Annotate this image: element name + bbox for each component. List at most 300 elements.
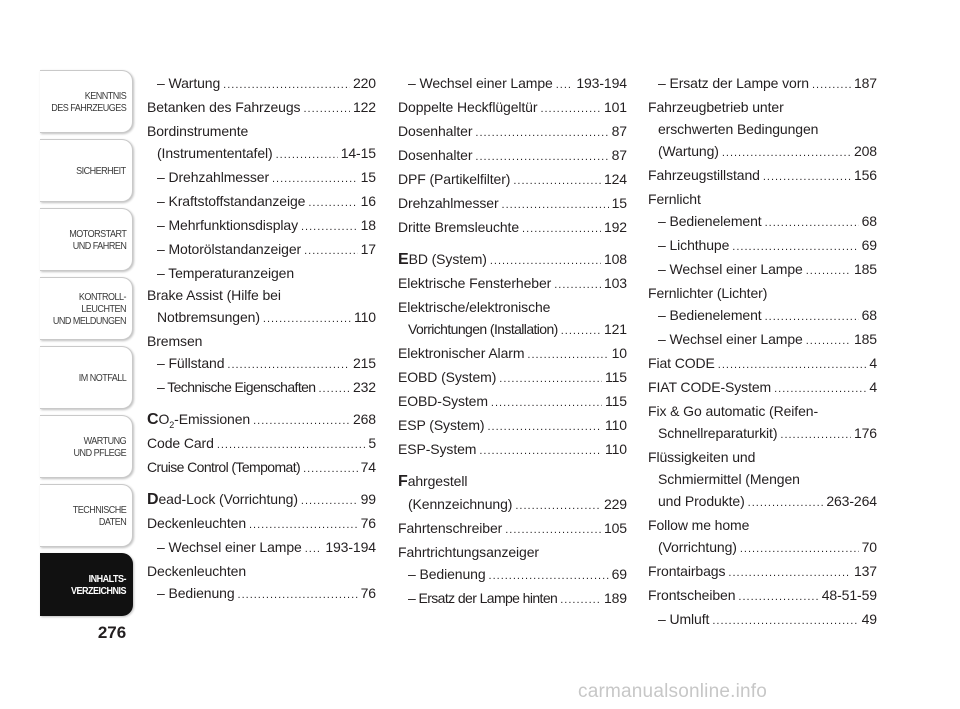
- leader-dots: [499, 368, 602, 390]
- index-entry-label: – Kraftstoffstandanzeige: [157, 193, 306, 209]
- section-tab-5[interactable]: [40, 346, 133, 409]
- index-entry: [147, 456, 376, 480]
- index-page-ref: 108: [603, 251, 627, 267]
- index-entry: [398, 470, 627, 493]
- index-entry: [398, 168, 627, 192]
- index-entry-label: – Wechsel einer Lampe: [408, 75, 553, 91]
- index-entry: [648, 164, 877, 188]
- index-entry-label: – Technische Eigenschaften: [157, 379, 316, 395]
- index-entry: [147, 214, 376, 238]
- leader-dots: [305, 538, 323, 560]
- index-entry-text: [398, 470, 627, 493]
- index-entry-label: Fernlicht: [648, 191, 701, 207]
- index-entry-text: [658, 210, 762, 232]
- index-entry: [648, 400, 877, 422]
- index-entry-text: [398, 248, 487, 271]
- leader-dots: [554, 274, 601, 296]
- index-entry: [648, 140, 877, 164]
- index-letter: C: [147, 411, 159, 428]
- index-entry-text: [157, 306, 260, 328]
- index-entry-text: [658, 118, 877, 140]
- index-entry-label: Drehzahlmesser: [398, 195, 499, 211]
- leader-dots: [712, 610, 858, 632]
- index-page-ref: 101: [603, 99, 627, 115]
- index-entry-text: [398, 216, 519, 238]
- index-page-ref: 70: [861, 539, 877, 555]
- index-entry-text: [398, 120, 472, 142]
- leader-dots: [765, 212, 859, 234]
- index-entry: [648, 72, 877, 96]
- index-entry-text: [157, 536, 302, 558]
- index-page-ref: 122: [352, 99, 376, 115]
- index-entry: [147, 560, 376, 582]
- index-entry-label: erschwerten Bedingungen: [658, 121, 819, 137]
- index-page-ref: 115: [604, 369, 627, 385]
- index-entry-text: [398, 414, 484, 436]
- leader-dots: [475, 146, 608, 168]
- index-entry-label: Code Card: [147, 435, 214, 451]
- index-entry-label: ahrgestell: [407, 473, 468, 489]
- index-page-ref: 76: [360, 585, 376, 601]
- index-entry-label: Flüssigkeiten und: [648, 449, 756, 465]
- index-entry-label: – Umluft: [658, 611, 710, 627]
- leader-dots: [489, 565, 609, 587]
- index-entry-text: [648, 96, 877, 118]
- index-page-ref: 68: [861, 307, 877, 323]
- index-entry-label: (Instrumententafel): [157, 145, 273, 161]
- index-entry-text: [147, 456, 300, 478]
- index-entry: [648, 118, 877, 140]
- index-entry-text: [398, 541, 627, 563]
- index-page-ref: 17: [360, 241, 376, 257]
- index-entry: [398, 248, 627, 272]
- index-entry-label: – Ersatz der Lampe vorn: [658, 75, 809, 91]
- index-entry-label: Bremsen: [147, 333, 203, 349]
- index-column-2: [398, 72, 627, 611]
- letter-gap: [398, 240, 627, 248]
- index-entry-label: Schmiermittel (Mengen: [658, 471, 800, 487]
- index-entry: [147, 352, 376, 376]
- index-entry-text: [658, 422, 777, 444]
- leader-dots: [223, 74, 350, 96]
- index-entry-label: Fernlichter (Lichter): [648, 285, 768, 301]
- leader-dots: [774, 378, 866, 400]
- leader-dots: [304, 240, 358, 262]
- index-page-ref: 10: [611, 345, 627, 361]
- index-entry: [147, 408, 376, 432]
- index-page-ref: 69: [861, 237, 877, 253]
- index-entry-label: (Wartung): [658, 143, 719, 159]
- index-page-ref: 68: [861, 213, 877, 229]
- index-entry-label: Frontairbags: [648, 563, 726, 579]
- index-entry: [147, 120, 376, 142]
- index-entry-text: [398, 342, 524, 364]
- index-entry: [648, 422, 877, 446]
- index-entry-text: [157, 262, 376, 284]
- leader-dots: [487, 416, 602, 438]
- index-entry-text: [658, 468, 877, 490]
- index-page-ref: 99: [360, 491, 376, 507]
- index-page-ref: 4: [869, 355, 877, 371]
- index-page-ref: 110: [604, 417, 627, 433]
- index-entry-label: Frontscheiben: [648, 587, 736, 603]
- index-entry-label: Fahrzeugstillstand: [648, 167, 760, 183]
- index-page-ref: 76: [360, 515, 376, 531]
- leader-dots: [728, 562, 851, 584]
- leader-dots: [253, 410, 350, 432]
- index-entry-text: [408, 493, 512, 515]
- index-entry: [398, 272, 627, 296]
- index-entry-label: Dosenhalter: [398, 123, 473, 139]
- index-entry: [648, 608, 877, 632]
- index-entry-label: Elektrische Fensterheber: [398, 275, 552, 291]
- section-tab-4[interactable]: [40, 277, 133, 340]
- index-entry-text: [658, 72, 809, 94]
- index-entry: [147, 330, 376, 352]
- index-page-ref: 232: [352, 379, 376, 395]
- leader-dots: [301, 490, 358, 512]
- page-number: 276: [97, 623, 127, 642]
- index-entry: [147, 488, 376, 512]
- index-page-ref: 193-194: [325, 539, 376, 555]
- index-entry-text: [398, 192, 499, 214]
- index-entry-label: EOBD (System): [398, 369, 497, 385]
- index-entry-text: [157, 142, 273, 164]
- leader-dots: [527, 344, 608, 366]
- index-column-3: [648, 72, 877, 632]
- index-entry-label: Doppelte Heckflügeltür: [398, 99, 538, 115]
- index-entry-label: – Temperaturanzeigen: [157, 265, 295, 281]
- leader-dots: [318, 378, 349, 400]
- index-entry-label: ead-Lock (Vorrichtung): [158, 491, 298, 507]
- index-entry-text: [147, 120, 376, 142]
- section-tab-1[interactable]: [40, 70, 133, 133]
- leader-dots: [502, 194, 609, 216]
- index-entry-text: [147, 512, 246, 534]
- index-entry-text: [398, 168, 510, 190]
- index-page-ref: 124: [603, 171, 627, 187]
- index-entry: [147, 238, 376, 262]
- index-entry-label: – Wartung: [157, 75, 221, 91]
- leader-dots: [780, 424, 851, 446]
- index-entry-text: [157, 352, 224, 374]
- section-tabs: [40, 70, 133, 622]
- leader-dots: [272, 168, 358, 190]
- index-page-ref: 193-194: [576, 75, 627, 91]
- index-page-ref: 137: [853, 563, 877, 579]
- index-entry-text: [398, 517, 502, 539]
- leader-dots: [806, 330, 851, 352]
- index-entry: [147, 582, 376, 606]
- index-entry-text: [648, 376, 771, 398]
- index-page-ref: 208: [853, 143, 877, 159]
- index-page-ref: 103: [603, 275, 627, 291]
- index-entry-text: [398, 438, 476, 460]
- index-entry-label: Betanken des Fahrzeugs: [147, 99, 301, 115]
- index-entry-label: Notbremsungen): [157, 309, 260, 325]
- section-tab-label: WARTUNG UND PFLEGE: [73, 434, 126, 459]
- index-entry-text: [658, 304, 762, 326]
- index-page-ref: 229: [603, 496, 627, 512]
- index-page-ref: 110: [604, 441, 627, 457]
- leader-dots: [722, 142, 851, 164]
- leader-dots: [763, 166, 851, 188]
- index-entry: [648, 514, 877, 536]
- index-page-ref: 87: [611, 123, 627, 139]
- index-entry-text: [147, 284, 376, 306]
- index-entry: [648, 188, 877, 210]
- leader-dots: [490, 250, 601, 272]
- index-entry-text: [157, 238, 301, 260]
- index-entry-text: [408, 563, 486, 585]
- index-entry-label: – Lichthupe: [658, 237, 730, 253]
- index-entry-text: [658, 490, 745, 512]
- index-entry: [398, 414, 627, 438]
- index-page-ref: 5: [368, 435, 376, 451]
- index-page-ref: 4: [869, 379, 877, 395]
- index-entry-text: [648, 282, 877, 304]
- index-entry-label: – Mehrfunktionsdisplay: [157, 217, 298, 233]
- index-entry-text: [648, 352, 715, 374]
- index-entry-label: Vorrichtungen (Installation): [408, 321, 558, 337]
- index-entry-label: BD (System): [408, 251, 487, 267]
- section-tab-7[interactable]: [40, 484, 133, 547]
- index-entry-text: [157, 376, 315, 398]
- index-entry-label: Elektronischer Alarm: [398, 345, 525, 361]
- index-entry-text: [648, 584, 735, 606]
- leader-dots: [303, 458, 358, 480]
- leader-dots: [560, 589, 601, 611]
- index-entry: [147, 166, 376, 190]
- index-entry-text: [648, 400, 877, 422]
- index-entry-label: – Wechsel einer Lampe: [658, 331, 803, 347]
- index-entry-text: [398, 366, 496, 388]
- index-entry: [147, 306, 376, 330]
- index-entry: [398, 438, 627, 462]
- index-entry-text: [398, 144, 472, 166]
- leader-dots: [308, 192, 357, 214]
- index-entry-label: Elektrische/elektronische: [398, 299, 551, 315]
- index-entry-text: [157, 214, 298, 236]
- index-page-ref: 110: [353, 309, 376, 325]
- index-entry-text: [157, 190, 305, 212]
- index-entry-text: [157, 72, 220, 94]
- index-page-ref: 215: [352, 355, 376, 371]
- leader-dots: [718, 354, 867, 376]
- index-entry-text: [147, 408, 250, 431]
- index-entry: [648, 328, 877, 352]
- index-entry: [398, 541, 627, 563]
- index-entry-text: [157, 582, 235, 604]
- index-entry-label: Deckenleuchten: [147, 563, 246, 579]
- index-entry-text: [408, 72, 553, 94]
- section-tab-label: KONTROLL- LEUCHTEN UND MELDUNGEN: [52, 290, 126, 327]
- index-entry: [147, 536, 376, 560]
- index-entry-text: [658, 258, 803, 280]
- index-page-ref: 15: [360, 169, 376, 185]
- index-page-ref: 220: [352, 75, 376, 91]
- section-tab-label: MOTORSTART UND FAHREN: [68, 227, 126, 252]
- index-entry-text: [648, 446, 877, 468]
- index-entry: [648, 376, 877, 400]
- leader-dots: [238, 584, 358, 606]
- index-entry-text: [398, 296, 627, 318]
- index-entry: [648, 258, 877, 282]
- index-page-ref: 189: [603, 590, 627, 606]
- section-tab-6[interactable]: [40, 415, 133, 478]
- leader-dots: [806, 260, 851, 282]
- section-tab-label: INHALTS- VERZEICHNIS: [70, 572, 126, 597]
- index-entry-label: – Bedienung: [408, 566, 486, 582]
- index-entry-text: [648, 164, 760, 186]
- index-entry: [648, 446, 877, 468]
- index-letter: F: [398, 473, 408, 490]
- index-entry: [398, 563, 627, 587]
- leader-dots: [748, 492, 824, 514]
- index-entry: [147, 142, 376, 166]
- section-tab-8[interactable]: [40, 553, 133, 616]
- index-entry-label: – Füllstand: [157, 355, 225, 371]
- index-entry: [648, 490, 877, 514]
- index-entry: [648, 560, 877, 584]
- index-page-ref: 105: [603, 520, 627, 536]
- index-entry: [147, 262, 376, 284]
- index-entry: [398, 342, 627, 366]
- index-page-ref: 268: [352, 411, 376, 427]
- index-letter: E: [398, 251, 409, 268]
- index-entry-label: Brake Assist (Hilfe bei: [147, 287, 281, 303]
- index-entry-label: EOBD-System: [398, 393, 488, 409]
- index-entry: [398, 72, 627, 96]
- index-entry-label: Dritte Bremsleuchte: [398, 219, 520, 235]
- index-entry-label: – Drehzahlmesser: [157, 169, 269, 185]
- leader-dots: [556, 74, 574, 96]
- index-entry-label: – Bedienelement: [658, 213, 762, 229]
- leader-dots: [491, 392, 602, 414]
- section-tab-label: SICHERHEIT: [76, 164, 126, 177]
- index-entry-text: [648, 514, 877, 536]
- index-entry-label: $O_2$-Emissionen: [158, 411, 251, 430]
- index-entry: [398, 216, 627, 240]
- index-page-ref: 18: [360, 217, 376, 233]
- index-entry-label: Fahrtenschreiber: [398, 520, 503, 536]
- index-entry: [648, 584, 877, 608]
- index-entry: [398, 517, 627, 541]
- index-entry: [398, 366, 627, 390]
- index-entry: [147, 284, 376, 306]
- index-entry-text: [658, 328, 803, 350]
- index-letter: D: [147, 491, 159, 508]
- index-entry-label: – Wechsel einer Lampe: [658, 261, 803, 277]
- leader-dots: [303, 98, 349, 120]
- index-entry: [398, 587, 627, 611]
- index-page-ref: 156: [853, 167, 877, 183]
- index-entry-label: Deckenleuchten: [147, 515, 246, 531]
- index-entry: [648, 96, 877, 118]
- leader-dots: [540, 98, 601, 120]
- section-tab-label: KENNTNIS DES FAHRZEUGES: [50, 89, 126, 114]
- index-page-ref: 74: [360, 459, 376, 475]
- index-page-ref: 185: [853, 331, 877, 347]
- index-page-ref: 185: [853, 261, 877, 277]
- index-entry-text: [147, 330, 376, 352]
- index-entry-label: Fahrtrichtungsanzeiger: [398, 544, 539, 560]
- leader-dots: [732, 236, 858, 258]
- index-entry-label: – Bedienelement: [658, 307, 762, 323]
- index-entry-label: Fix & Go automatic (Reifen-: [648, 403, 819, 419]
- leader-dots: [561, 320, 601, 342]
- index-page-ref: 263-264: [826, 493, 877, 509]
- index-entry: [398, 296, 627, 318]
- index-entry-text: [157, 166, 269, 188]
- index-entry: [398, 144, 627, 168]
- index-entry-text: [408, 318, 558, 340]
- index-entry-text: [408, 587, 557, 609]
- index-entry-text: [658, 140, 719, 162]
- index-entry-label: (Vorrichtung): [658, 539, 737, 555]
- index-entry-text: [398, 96, 537, 118]
- letter-gap: [147, 400, 376, 408]
- index-entry-label: – Bedienung: [157, 585, 235, 601]
- leader-dots: [505, 519, 601, 541]
- leader-dots: [513, 170, 601, 192]
- leader-dots: [217, 434, 366, 456]
- index-page-ref: 69: [611, 566, 627, 582]
- index-page-ref: 187: [853, 75, 877, 91]
- index-page-ref: 87: [611, 147, 627, 163]
- index-entry: [648, 536, 877, 560]
- leader-dots: [276, 144, 338, 166]
- index-entry-label: Fahrzeugbetrieb unter: [648, 99, 784, 115]
- section-tab-3[interactable]: [40, 208, 133, 271]
- index-entry: [398, 192, 627, 216]
- index-entry-text: [648, 188, 877, 210]
- index-entry-text: [398, 272, 551, 294]
- index-entry: [147, 190, 376, 214]
- index-entry-label: ESP-System: [398, 441, 477, 457]
- index-entry-text: [147, 432, 214, 454]
- watermark: carmanualsonline.info: [578, 681, 768, 702]
- index-entry: [147, 512, 376, 536]
- leader-dots: [738, 586, 818, 608]
- leader-dots: [522, 218, 601, 240]
- index-entry-label: DPF (Partikelfilter): [398, 171, 511, 187]
- leader-dots: [515, 495, 601, 517]
- section-tab-2[interactable]: [40, 139, 133, 202]
- index-page-ref: 15: [611, 195, 627, 211]
- index-entry-label: Cruise Control (Tempomat): [147, 459, 301, 475]
- letter-gap: [147, 480, 376, 488]
- index-entry-label: Dosenhalter: [398, 147, 473, 163]
- leader-dots: [475, 122, 608, 144]
- index-entry-label: – Motorölstandanzeiger: [157, 241, 302, 257]
- leader-dots: [263, 308, 351, 330]
- index-entry-text: [147, 96, 300, 118]
- index-page-ref: 192: [603, 219, 627, 235]
- index-entry-label: FIAT CODE-System: [648, 379, 772, 395]
- leader-dots: [301, 216, 358, 238]
- section-tab-label: IM NOTFALL: [78, 371, 126, 384]
- index-entry-text: [658, 234, 729, 256]
- index-entry: [147, 72, 376, 96]
- index-entry-label: Follow me home: [648, 517, 750, 533]
- index-entry-label: (Kennzeichnung): [408, 496, 513, 512]
- index-entry: [648, 210, 877, 234]
- index-entry: [398, 493, 627, 517]
- index-entry: [398, 318, 627, 342]
- index-entry: [398, 120, 627, 144]
- index-entry: [648, 234, 877, 258]
